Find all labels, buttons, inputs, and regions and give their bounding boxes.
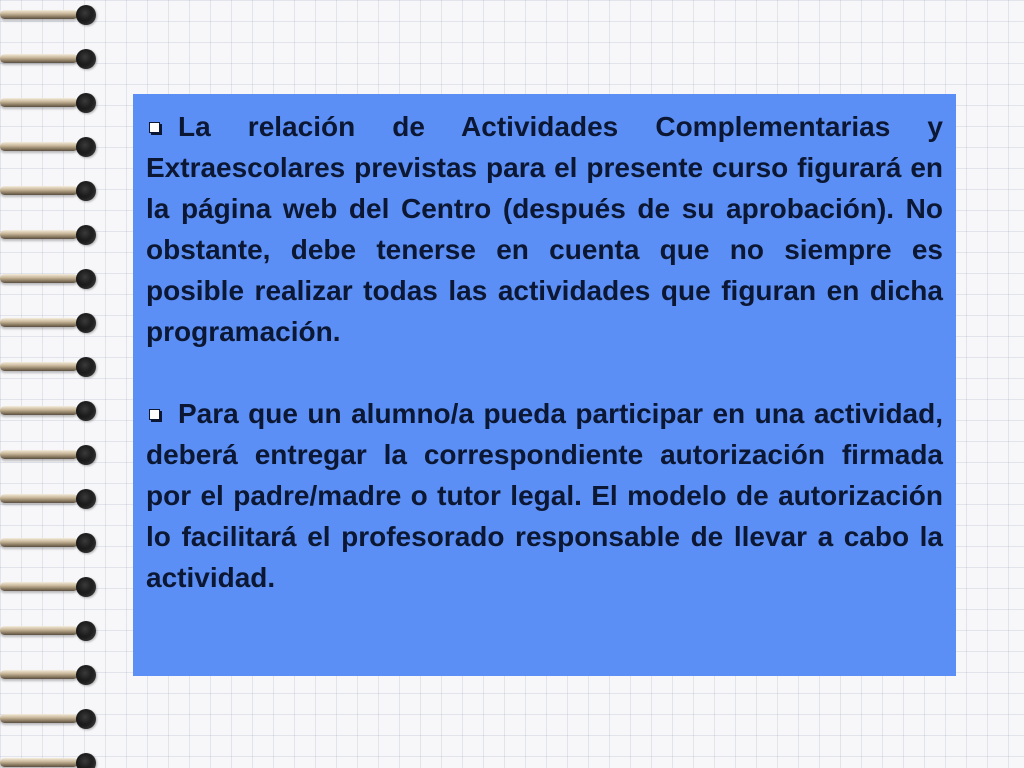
spiral-ring <box>0 224 100 246</box>
notebook-spiral-binding <box>0 0 100 768</box>
spiral-hole <box>76 269 96 289</box>
paragraph-text: La relación de Actividades Complementarias y Extraescolares previstas para el presente curso figurará en la página web del Centro (después de su aprobación). No obstante, debe tenerse en cuenta que no siempre es posible realizar todas las actividades que figuran en dicha programación. <box>146 111 943 347</box>
spiral-hole <box>76 93 96 113</box>
spiral-hole <box>76 181 96 201</box>
spiral-ring <box>0 4 100 26</box>
spiral-hole <box>76 137 96 157</box>
spiral-ring <box>0 400 100 422</box>
spiral-wire <box>0 230 78 239</box>
spiral-wire <box>0 538 78 547</box>
spiral-hole <box>76 665 96 685</box>
spiral-hole <box>76 753 96 768</box>
spiral-ring <box>0 488 100 510</box>
spiral-wire <box>0 318 78 327</box>
spiral-ring <box>0 532 100 554</box>
spiral-hole <box>76 709 96 729</box>
square-bullet-icon <box>149 409 160 420</box>
spiral-wire <box>0 626 78 635</box>
spiral-wire <box>0 670 78 679</box>
spiral-ring <box>0 180 100 202</box>
spiral-ring <box>0 752 100 768</box>
spiral-ring <box>0 312 100 334</box>
spiral-ring <box>0 48 100 70</box>
spiral-ring <box>0 444 100 466</box>
spiral-hole <box>76 357 96 377</box>
spiral-wire <box>0 186 78 195</box>
content-box <box>133 94 956 676</box>
spiral-ring <box>0 620 100 642</box>
spiral-wire <box>0 54 78 63</box>
spiral-hole <box>76 489 96 509</box>
spiral-wire <box>0 582 78 591</box>
spiral-wire <box>0 758 78 767</box>
spiral-wire <box>0 714 78 723</box>
spiral-ring <box>0 356 100 378</box>
spiral-hole <box>76 445 96 465</box>
spiral-wire <box>0 274 78 283</box>
spiral-ring <box>0 664 100 686</box>
spiral-ring <box>0 92 100 114</box>
spiral-wire <box>0 362 78 371</box>
spiral-hole <box>76 401 96 421</box>
spiral-wire <box>0 10 78 19</box>
spiral-wire <box>0 142 78 151</box>
bullet-paragraph-activities <box>146 106 943 352</box>
spiral-hole <box>76 313 96 333</box>
spiral-hole <box>76 49 96 69</box>
spiral-ring <box>0 136 100 158</box>
spiral-hole <box>76 621 96 641</box>
spiral-wire <box>0 450 78 459</box>
spiral-hole <box>76 533 96 553</box>
square-bullet-icon <box>149 122 160 133</box>
spiral-wire <box>0 98 78 107</box>
spiral-hole <box>76 225 96 245</box>
spiral-ring <box>0 576 100 598</box>
spiral-hole <box>76 5 96 25</box>
spiral-ring <box>0 708 100 730</box>
spiral-wire <box>0 406 78 415</box>
spiral-hole <box>76 577 96 597</box>
spiral-ring <box>0 268 100 290</box>
spiral-wire <box>0 494 78 503</box>
bullet-paragraph-authorization <box>146 393 943 598</box>
paragraph-text: Para que un alumno/a pueda participar en una actividad, deberá entregar la correspondiente autorización firmada por el padre/madre o tutor legal. El modelo de autorización lo facilitará el profesorado responsable de llevar a cabo la actividad. <box>146 398 943 593</box>
